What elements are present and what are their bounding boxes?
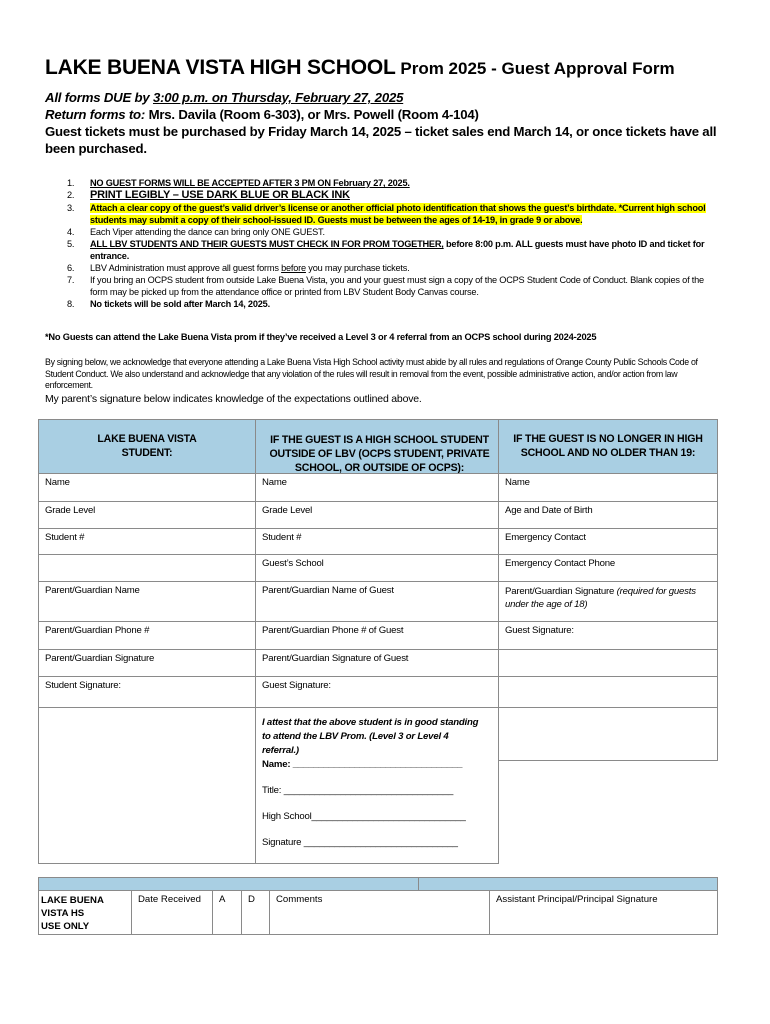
attest-school-field[interactable]: High School______________________________: [262, 811, 466, 822]
field-ap-signature[interactable]: Assistant Principal/Principal Signature: [489, 890, 718, 935]
office-label-line: LAKE BUENA: [41, 895, 104, 906]
guest-approval-table: [38, 419, 718, 864]
field-hs-guest-grade[interactable]: Grade Level: [255, 501, 499, 529]
field-student-number[interactable]: Student #: [38, 528, 256, 555]
field-denied[interactable]: D: [241, 890, 270, 935]
attest-signature-field[interactable]: Signature ______________________________: [262, 837, 458, 848]
school-name: LAKE BUENA VISTA HIGH SCHOOL: [45, 56, 396, 79]
field-student-parent-phone[interactable]: Parent/Guardian Phone #: [38, 621, 256, 650]
form-name: Prom 2025 - Guest Approval Form: [395, 59, 675, 78]
rule-text: you may purchase tickets.: [305, 263, 410, 273]
field-student-parent-name[interactable]: Parent/Guardian Name: [38, 581, 256, 622]
due-line: [45, 89, 735, 106]
rule-num: 6.: [67, 263, 75, 273]
office-header-band: [418, 877, 718, 891]
rule-text: Attach a clear copy of the guest’s valid driver’s license or another official photo identification that shows the guest’s birthdate. *Current high school students may submit a copy of their school-issued ID. Guests must be between the ages of 14-19, in grade 9 or above.: [90, 203, 706, 225]
field-note: (required for guests under the age of 18): [505, 586, 696, 610]
field-student-parent-signature[interactable]: Parent/Guardian Signature: [38, 649, 256, 677]
rule-num: 4.: [67, 227, 75, 237]
rule-8: [45, 298, 713, 310]
form-title: [45, 56, 675, 80]
parent-signature-note: My parent’s signature below indicates knowledge of the expectations outlined above.: [45, 393, 422, 405]
rule-num: 1.: [67, 178, 75, 188]
field-student-name[interactable]: Name: [38, 473, 256, 502]
tickets-line: Guest tickets must be purchased by Friday March 14, 2025 – ticket sales end March 14, or once tickets have all been purchased.: [45, 124, 717, 156]
field-hs-guest-student-number[interactable]: Student #: [255, 528, 499, 555]
office-label-line: VISTA HS: [41, 908, 85, 919]
rules-list: [45, 177, 713, 310]
blank-cell: [38, 554, 256, 582]
attestation-block: [255, 707, 499, 864]
field-hs-guest-signature[interactable]: Guest Signature:: [255, 676, 499, 708]
rule-text: If you bring an OCPS student from outside Lake Buena Vista, you and your guest must sign a copy of the OCPS Student Code of Conduct. Blank copies of the form may be picked up from the attendance office or printed from LBV Student Body Canvas course.: [90, 275, 704, 297]
referral-note: *No Guests can attend the Lake Buena Vista prom if they’ve received a Level 3 or 4 referral from an OCPS school during 2024-2025: [45, 332, 597, 342]
rule-5: [45, 238, 713, 262]
return-label: Return forms to:: [45, 107, 146, 122]
rule-3: [45, 202, 713, 226]
field-adult-guest-signature[interactable]: Guest Signature:: [498, 621, 718, 650]
office-use-label: [38, 890, 132, 935]
office-label-line: USE ONLY: [41, 921, 90, 932]
rule-1: [45, 177, 713, 189]
field-hs-guest-school[interactable]: Guest’s School: [255, 554, 499, 582]
rule-num: 8.: [67, 299, 75, 309]
field-emergency-phone[interactable]: Emergency Contact Phone: [498, 554, 718, 582]
field-adult-guest-dob[interactable]: Age and Date of Birth: [498, 501, 718, 529]
office-use-table: [38, 877, 718, 935]
attest-name-field[interactable]: Name: _________________________________: [262, 759, 463, 770]
blank-cell: [498, 649, 718, 677]
field-label: Parent/Guardian Signature: [505, 586, 615, 597]
field-emergency-contact[interactable]: Emergency Contact: [498, 528, 718, 555]
header-text: LAKE BUENA VISTA STUDENT:: [97, 433, 197, 459]
field-approved[interactable]: A: [212, 890, 242, 935]
due-prefix: All forms DUE by: [45, 90, 153, 105]
blank-cell: [498, 676, 718, 708]
field-adult-guest-parent-signature[interactable]: [498, 581, 718, 622]
return-line: [45, 106, 735, 123]
field-date-received[interactable]: Date Received: [131, 890, 213, 935]
rule-7: [45, 274, 713, 298]
blank-cell: [498, 707, 718, 761]
rule-num: 3.: [67, 203, 75, 213]
rule-text: before: [281, 263, 306, 273]
rule-6: [45, 262, 713, 274]
attest-title-field[interactable]: Title: _________________________________: [262, 785, 454, 796]
office-header-band: [38, 877, 419, 891]
field-hs-guest-parent-phone[interactable]: Parent/Guardian Phone # of Guest: [255, 621, 499, 650]
rule-text: PRINT LEGIBLY – USE DARK BLUE OR BLACK INK: [90, 189, 350, 201]
due-time: 3:00 p.m. on Thursday, February 27, 2025: [152, 90, 404, 105]
rule-text: before 8:00 p.m. ALL guests must have photo ID and ticket for entrance.: [90, 239, 705, 261]
rule-num: 7.: [67, 275, 75, 285]
field-hs-guest-name[interactable]: Name: [255, 473, 499, 502]
field-student-grade[interactable]: Grade Level: [38, 501, 256, 529]
header-text: IF THE GUEST IS NO LONGER IN HIGH SCHOOL AND NO OLDER THAN 19:: [513, 433, 703, 459]
acknowledgement-text: By signing below, we acknowledge that everyone attending a Lake Buena Vista High School activity must abide by all rules and regulations of Orange County Public Schools Code of Student Conduct. We also understand and acknowledge that any violation of the rules will result in removal from the event, possible administrative action, and/or action from law enforcement.: [45, 357, 698, 390]
header-hs-guest: [255, 419, 499, 474]
rule-num: 5.: [67, 239, 75, 249]
header-text: IF THE GUEST IS A HIGH SCHOOL STUDENT OUTSIDE OF LBV (OCPS STUDENT, PRIVATE SCHOOL, OR OUTSIDE OF OCPS):: [269, 434, 490, 474]
rule-4: [45, 226, 713, 238]
intro-block: [45, 89, 735, 157]
rule-text: LBV Administration must approve all guest forms: [90, 263, 282, 273]
rule-text: Each Viper attending the dance can bring only ONE GUEST.: [90, 227, 325, 237]
return-text: Mrs. Davila (Room 6-303), or Mrs. Powell (Room 4-104): [145, 107, 479, 122]
header-adult-guest: [498, 419, 718, 474]
rule-text: NO GUEST FORMS WILL BE ACCEPTED AFTER 3 PM ON February 27, 2025.: [90, 178, 410, 188]
field-adult-guest-name[interactable]: Name: [498, 473, 718, 502]
blank-cell: [38, 707, 256, 864]
field-student-signature[interactable]: Student Signature:: [38, 676, 256, 708]
header-lbv-student: [38, 419, 256, 474]
rule-2: [45, 189, 713, 202]
rule-text: ALL LBV STUDENTS AND THEIR GUESTS MUST CHECK IN FOR PROM TOGETHER,: [90, 239, 444, 249]
rule-text: No tickets will be sold after March 14, 2025.: [90, 299, 270, 309]
attestation-statement: I attest that the above student is in good standing to attend the LBV Prom. (Level 3 or Level 4 referral.): [262, 717, 479, 756]
field-hs-guest-parent-name[interactable]: Parent/Guardian Name of Guest: [255, 581, 499, 622]
field-comments[interactable]: Comments: [269, 890, 490, 935]
field-hs-guest-parent-signature[interactable]: Parent/Guardian Signature of Guest: [255, 649, 499, 677]
rule-num: 2.: [67, 190, 75, 200]
